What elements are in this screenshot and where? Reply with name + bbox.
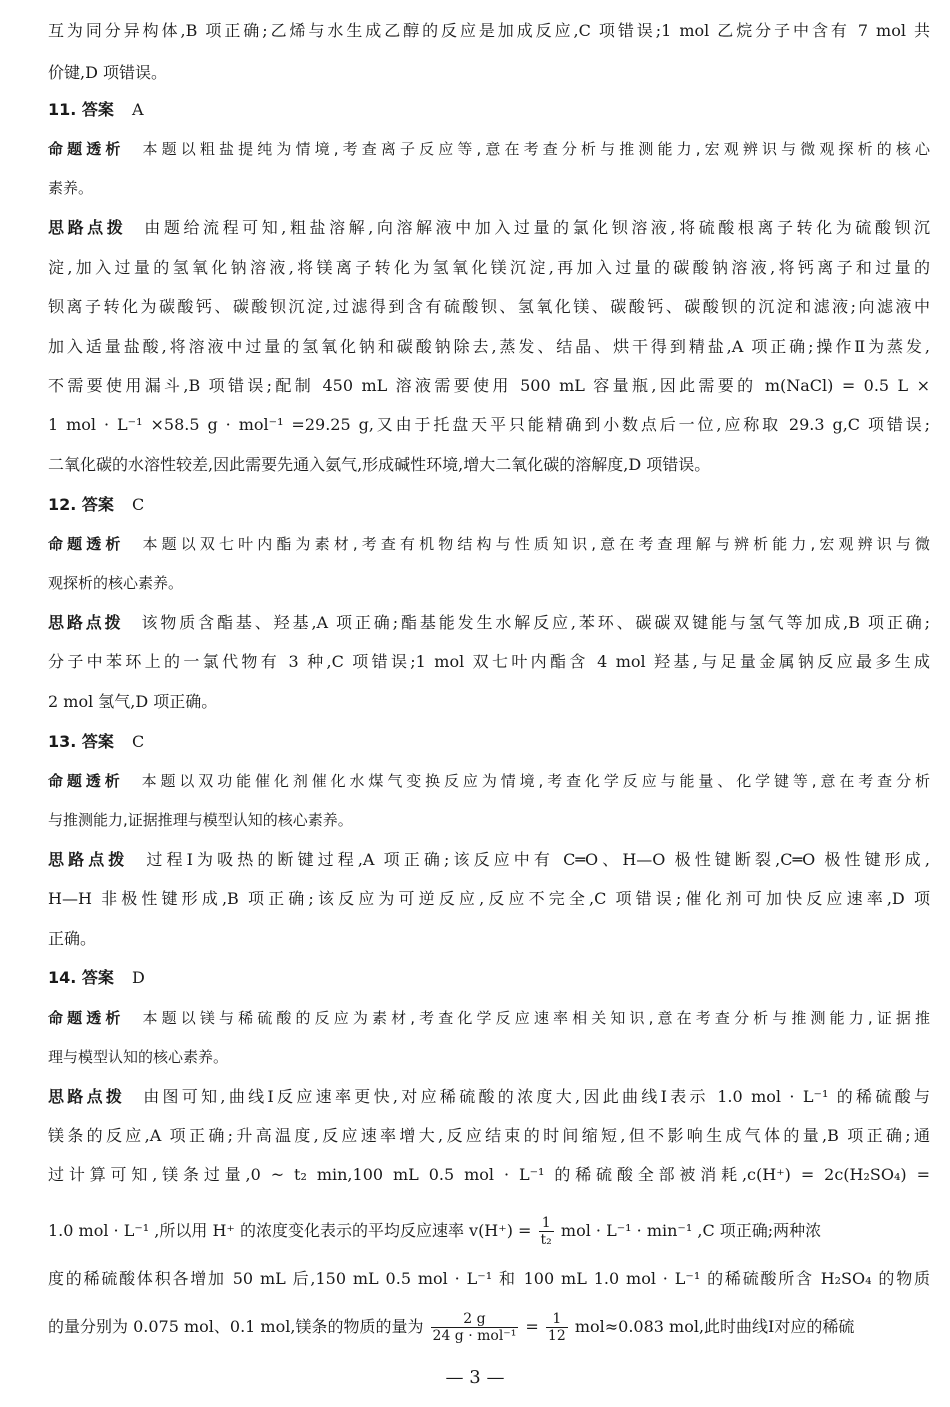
mol-fraction-2-denominator: 12 <box>547 1328 566 1344</box>
q14-hint-label: 思路点拨 <box>48 1087 126 1106</box>
q14-analysis-line-2: 理与模型认知的核心素养。 <box>48 1048 229 1066</box>
q14-analysis-line-1 <box>48 1007 930 1029</box>
q13-hint-line-3: 正确。 <box>48 929 97 948</box>
q12-hint-label: 思路点拨 <box>48 613 124 632</box>
q13-analysis-label: 命题透析 <box>48 772 124 790</box>
q14-hint-line-2: 镁条的反应,A 项正确;升高温度,反应速率增大,反应结束的时间缩短,但不影响生成气体的量,B 项正确;通 <box>48 1126 930 1145</box>
q11-analysis-text-1: 本题以粗盐提纯为情境,考查离子反应等,意在考查分析与推测能力,宏观辨识与微观探析的核心 <box>142 140 930 158</box>
q11-hint-line-6: 1 mol · L⁻¹ ×58.5 g · mol⁻¹ =29.25 g,又由于托盘天平只能精确到小数点后一位,应称取 29.3 g,C 项错误; <box>48 415 930 434</box>
mol-text-after: mol≈0.083 mol,此时曲线Ⅰ对应的稀硫 <box>574 1317 855 1336</box>
q12-analysis-text-1: 本题以双七叶内酯为素材,考查有机物结构与性质知识,意在考查理解与辨析能力,宏观辨识与微 <box>142 535 930 553</box>
q14-analysis-text-1: 本题以镁与稀硫酸的反应为素材,考查化学反应速率相关知识,意在考查分析与推测能力,证据推 <box>142 1009 930 1027</box>
rate-text-before: 1.0 mol · L⁻¹ ,所以用 H⁺ 的浓度变化表示的平均反应速率 v(H⁺) = <box>48 1221 532 1240</box>
q11-hint-line-4: 加入适量盐酸,将溶液中过量的氢氧化钠和碳酸钠除去,蒸发、结晶、烘干得到精盐,A 项正确;操作Ⅱ为蒸发, <box>48 337 930 356</box>
q14-answer-value: D <box>131 968 145 987</box>
q13-number: 13. <box>48 732 82 751</box>
q11-number: 11. <box>48 100 82 119</box>
q14-rate-formula-line <box>48 1211 930 1251</box>
q14-hint-text-1: 由图可知,曲线Ⅰ反应速率更快,对应稀硫酸的浓度大,因此曲线Ⅰ表示 1.0 mol · L⁻¹ 的稀硫酸与 <box>143 1087 930 1106</box>
q10-continuation-line-1: 互为同分异构体,B 项正确;乙烯与水生成乙醇的反应是加成反应,C 项错误;1 mol 乙烷分子中含有 7 mol 共 <box>48 21 930 40</box>
q11-hint-label: 思路点拨 <box>48 218 127 237</box>
q11-analysis-line-2: 素养。 <box>48 179 94 197</box>
q11-answer-line <box>48 99 930 121</box>
q11-hint-text-1: 由题给流程可知,粗盐溶解,向溶解液中加入过量的氯化钡溶液,将硫酸根离子转化为硫酸钡沉 <box>144 218 930 237</box>
q13-hint-line-2: H—H 非极性键形成,B 项正确;该反应为可逆反应,反应不完全,C 项错误;催化剂可加快反应速率,D 项 <box>48 889 930 908</box>
q14-answer-line <box>48 967 930 989</box>
q13-hint-line-1 <box>48 849 930 871</box>
q13-answer-label: 答案 <box>81 732 114 751</box>
mol-fraction-2 <box>546 1311 568 1344</box>
q14-answer-label: 答案 <box>81 968 114 987</box>
q13-hint-text-1: 过程Ⅰ为吸热的断键过程,A 项正确;该反应中有 C═O、H—O 极性键断裂,C═O 极性键形成, <box>146 850 930 869</box>
q12-analysis-line-1 <box>48 533 930 555</box>
q14-volume-line: 度的稀硫酸体积各增加 50 mL 后,150 mL 0.5 mol · L⁻¹ 和 100 mL 1.0 mol · L⁻¹ 的稀硫酸所含 H₂SO₄ 的物质 <box>48 1269 930 1288</box>
mol-fraction-1 <box>431 1311 519 1344</box>
q13-answer-value: C <box>131 732 145 751</box>
rate-fraction-numerator: 1 <box>539 1215 554 1232</box>
q12-analysis-label: 命题透析 <box>48 535 125 553</box>
q12-hint-line-2: 分子中苯环上的一氯代物有 3 种,C 项错误;1 mol 双七叶内酯含 4 mol 羟基,与足量金属钠反应最多生成 <box>48 652 930 671</box>
q12-answer-line <box>48 494 930 516</box>
q11-hint-line-7: 二氧化碳的水溶性较差,因此需要先通入氨气,形成碱性环境,增大二氧化碳的溶解度,D 项错误。 <box>48 455 711 474</box>
q14-number: 14. <box>48 968 82 987</box>
q11-answer-label: 答案 <box>81 100 114 119</box>
q14-mol-formula-line <box>48 1307 930 1347</box>
q13-analysis-text-1: 本题以双功能催化剂催化水煤气变换反应为情境,考查化学反应与能量、化学键等,意在考查分析 <box>141 772 930 790</box>
q14-hint-line-3: 过计算可知,镁条过量,0 ~ t₂ min,100 mL 0.5 mol · L⁻¹ 的稀硫酸全部被消耗,c(H⁺) = 2c(H₂SO₄) = <box>48 1165 930 1184</box>
q12-hint-line-3: 2 mol 氢气,D 项正确。 <box>48 692 218 711</box>
page-number: — 3 — <box>445 1367 505 1388</box>
rate-fraction-denominator: t₂ <box>540 1232 552 1248</box>
mol-equals: = <box>525 1317 539 1336</box>
rate-fraction <box>539 1215 554 1248</box>
q11-hint-line-3: 钡离子转化为碳酸钙、碳酸钡沉淀,过滤得到含有硫酸钡、氢氧化镁、碳酸钙、碳酸钡的沉淀和滤液;向滤液中 <box>48 297 930 316</box>
q11-answer-value: A <box>131 100 144 119</box>
q13-hint-label: 思路点拨 <box>48 850 129 869</box>
q12-answer-value: C <box>131 495 145 514</box>
q11-analysis-label: 命题透析 <box>48 140 125 158</box>
rate-text-after: mol · L⁻¹ · min⁻¹ ,C 项正确;两种浓 <box>560 1221 822 1240</box>
q13-analysis-line-2: 与推测能力,证据推理与模型认知的核心素养。 <box>48 811 353 829</box>
q12-hint-line-1 <box>48 612 930 634</box>
q11-hint-line-1 <box>48 217 930 239</box>
q13-answer-line <box>48 731 930 753</box>
q13-analysis-line-1 <box>48 770 930 792</box>
q12-number: 12. <box>48 495 82 514</box>
mol-fraction-2-numerator: 1 <box>546 1311 568 1328</box>
q14-hint-line-1 <box>48 1086 930 1108</box>
mol-fraction-1-numerator: 2 g <box>431 1311 519 1328</box>
q11-hint-line-5: 不需要使用漏斗,B 项错误;配制 450 mL 溶液需要使用 500 mL 容量瓶,因此需要的 m(NaCl) = 0.5 L × <box>48 376 930 395</box>
q14-analysis-label: 命题透析 <box>48 1009 125 1027</box>
q12-analysis-line-2: 观探析的核心素养。 <box>48 574 184 592</box>
q12-hint-text-1: 该物质含酯基、羟基,A 项正确;酯基能发生水解反应,苯环、碳碳双键能与氢气等加成,B 项正确; <box>141 613 930 632</box>
q11-hint-line-2: 淀,加入过量的氢氧化钠溶液,将镁离子转化为氢氧化镁沉淀,再加入过量的碳酸钠溶液,将钙离子和过量的 <box>48 258 930 277</box>
mol-text-before: 的量分别为 0.075 mol、0.1 mol,镁条的物质的量为 <box>48 1317 424 1336</box>
q12-answer-label: 答案 <box>81 495 114 514</box>
q11-analysis-line-1 <box>48 138 930 160</box>
mol-fraction-1-denominator: 24 g · mol⁻¹ <box>432 1328 517 1344</box>
q10-continuation-line-2: 价键,D 项错误。 <box>48 63 168 82</box>
